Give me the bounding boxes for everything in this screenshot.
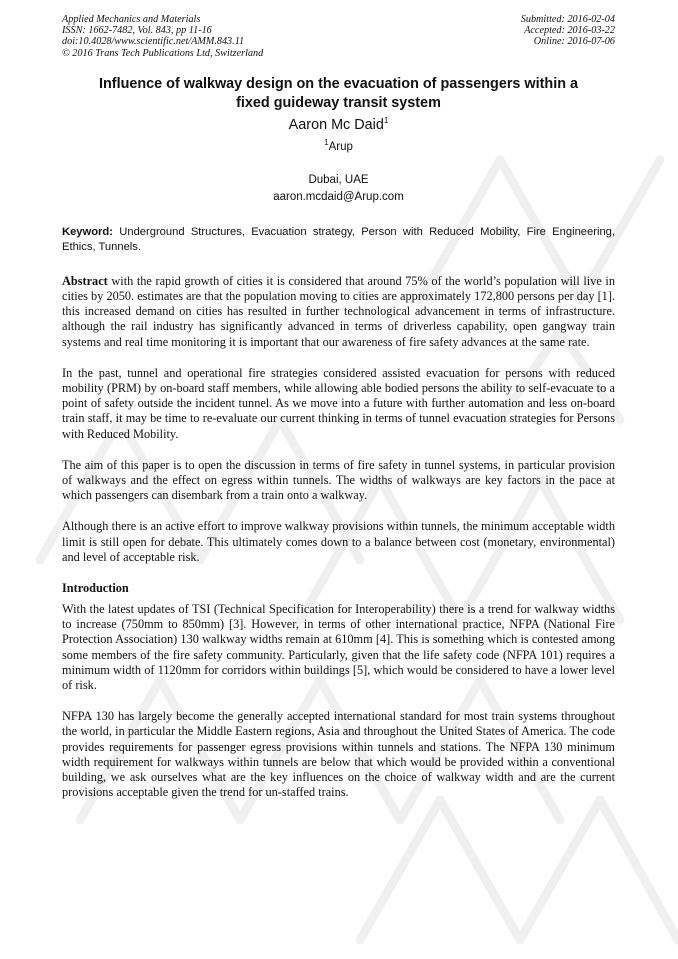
intro-paragraph-nfpa: NFPA 130 has largely become the generally accepted international standard for most train systems throughout the world, in particular the Middle Eastern regions, Asia and throughout the United States of America. The code provides requirements for passenger egress provisions within tunnels and stations. The NFPA 130 minimum width requirement for walkways within tunnels are below that which would be provided within a conventional building, we ask ourselves what are the key influences on the choice of walkway width and are the current provisions acceptable given the trend for un-staffed trains. — [62, 709, 615, 800]
title-line-1: Influence of walkway design on the evacuation of passengers within a — [99, 75, 578, 92]
author-name: Aaron Mc Daid — [288, 116, 384, 133]
author — [62, 116, 615, 134]
abstract-text: with the rapid growth of cities it is considered that around 75% of the world’s population will live in cities by 2050. estimates are that the population moving to cities are approximately 172,800 persons per day [1]. this increased demand on cities has resulted in further technological advancement in terms of infrastructure. although the rail industry has significantly advanced in terms of driverless capability, open gangway train systems and real time monitoring it is important that our awareness of fire safety advances at the same rate. — [62, 273, 615, 349]
abstract-label: Abstract — [62, 273, 108, 288]
intro-paragraph-tsi: With the latest updates of TSI (Technical Specification for Interoperability) there is a trend for walkway widths to increase (750mm to 850mm) [3]. However, in terms of other international practice, NFPA (National Fire Protection Association) 130 walkway widths remain at 610mm [4]. This is something which is contested among some members of the fire safety community. Particularly, given that the life safety code (NFPA 101) requires a minimum width of 1120mm for corridors within buildings [5], which would be considered to have a lower level of risk. — [62, 602, 615, 693]
publication-dates — [521, 14, 615, 59]
affiliation-name: Arup — [328, 140, 353, 153]
paragraph-debate: Although there is an active effort to improve walkway provisions within tunnels, the minimum acceptable width limit is still open for debate. This ultimately comes down to a balance between cost (monetary, environmental) and level of acceptable risk. — [62, 519, 615, 564]
paper-title — [62, 75, 615, 113]
affiliation-location: Dubai, UAE — [308, 173, 369, 186]
paragraph-prm: In the past, tunnel and operational fire strategies considered assisted evacuation for persons with reduced mobility (PRM) by on-board staff members, while allowing able bodied persons the ability to self-evacuate to a point of safety outside the incident tunnel. As we move into a future with further automation and less on-board train staff, it may be time to re-evaluate our current thinking in terms of tunnel evacuation strategies for Persons with Reduced Mobility. — [62, 365, 615, 441]
paragraph-aim: The aim of this paper is to open the discussion in terms of fire safety in tunnel systems, in particular provision of walkways and the effect on egress within tunnels. The widths of walkways are key factors in the pace at which passengers can disembark from a train onto a walkway. — [62, 457, 615, 503]
online-date: Online: 2016-07-06 — [533, 36, 615, 48]
journal-info — [62, 14, 263, 59]
keywords — [62, 225, 615, 255]
publication-header — [62, 14, 615, 59]
keyword-text: Underground Structures, Evacuation strategy, Person with Reduced Mobility, Fire Engineering, Ethics, Tunnels. — [62, 225, 615, 253]
journal-name: Applied Mechanics and Materials — [62, 14, 201, 25]
affiliation-org — [62, 139, 615, 156]
copyright: © 2016 Trans Tech Publications Ltd, Switzerland — [62, 47, 264, 59]
paper-page — [62, 14, 615, 801]
submitted-date: Submitted: 2016-02-04 — [520, 14, 615, 25]
keyword-label: Keyword: — [62, 225, 113, 238]
author-email: aaron.mcdaid@Arup.com — [273, 190, 404, 203]
accepted-date: Accepted: 2016-03-22 — [524, 25, 615, 37]
title-line-2: fixed guideway transit system — [236, 94, 441, 111]
author-affiliation-mark: 1 — [383, 116, 389, 126]
doi: doi:10.4028/www.scientific.net/AMM.843.11 — [62, 36, 245, 48]
issn: ISSN: 1662-7482, Vol. 843, pp 11-16 — [62, 25, 212, 37]
affiliation-mark: 1 — [324, 137, 329, 147]
section-heading-introduction: Introduction — [62, 581, 129, 596]
abstract — [62, 274, 615, 350]
